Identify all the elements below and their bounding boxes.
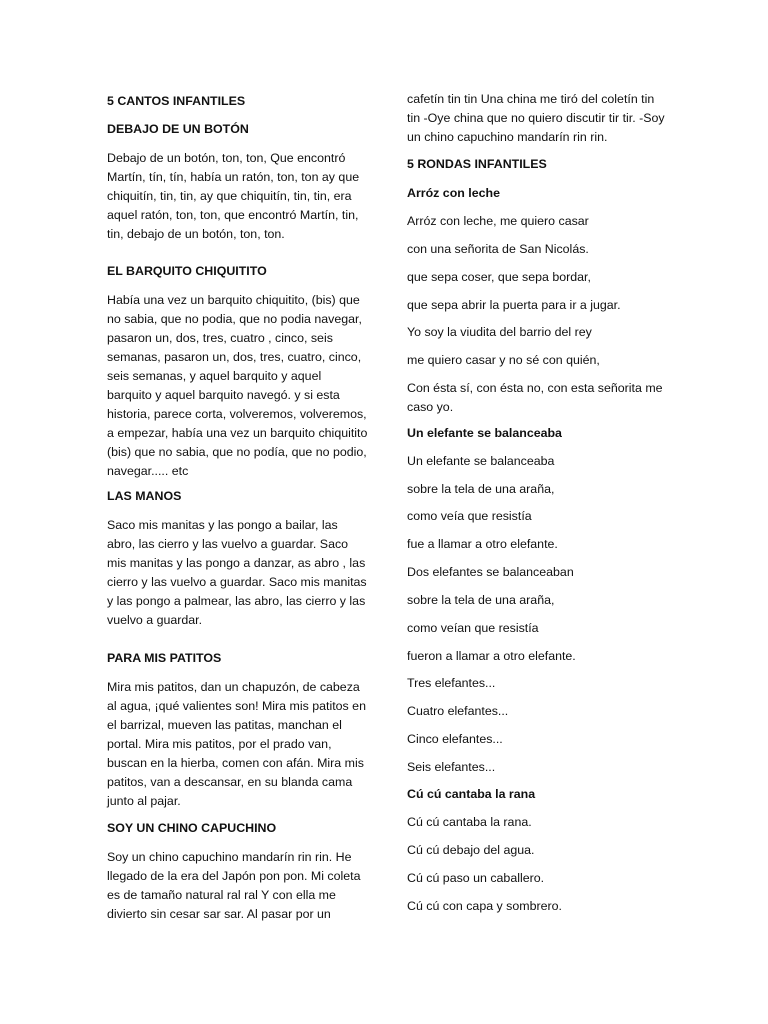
section-title-debajo-de-un-boton: DEBAJO DE UN BOTÓN: [107, 122, 249, 136]
section-title-el-barquito-chiquitito: EL BARQUITO CHIQUITITO: [107, 264, 267, 278]
verse-line: fueron a llamar a otro elefante.: [407, 649, 576, 663]
verse-line: Cú cú debajo del agua.: [407, 843, 535, 857]
section-body-para-mis-patitos: Mira mis patitos, dan un chapuzón, de cabeza al agua, ¡qué valientes son! Mira mis patitos en el barrizal, mueven las patitas, manchan el portal. Mira mis patitos, por el prado van, buscan en la hierba, comen con afán. Mira mis patitos, van a descansar, en su blanda cama junto al pajar.: [107, 680, 366, 808]
verse-line: Seis elefantes...: [407, 760, 496, 774]
section-body-soy-un-chino-capuchino: Soy un chino capuchino mandarín rin rin. He llegado de la era del Japón pon pon. Mi coleta es de tamaño natural ral ral Y con ella me divierto sin cesar sar sar. Al pasar por un: [107, 850, 361, 921]
verse-line: que sepa abrir la puerta para ir a jugar.: [407, 298, 621, 312]
verse-line: Con ésta sí, con ésta no, con esta señorita me caso yo.: [407, 381, 663, 414]
verse-line: Un elefante se balanceaba: [407, 454, 555, 468]
verse-line: Arróz con leche, me quiero casar: [407, 214, 589, 228]
verse-line: fue a llamar a otro elefante.: [407, 537, 558, 551]
verse-line: me quiero casar y no sé con quién,: [407, 353, 600, 367]
section-title-las-manos: LAS MANOS: [107, 489, 182, 503]
verse-line: sobre la tela de una araña,: [407, 593, 555, 607]
verse-line: como veía que resistía: [407, 509, 532, 523]
section-body-las-manos: Saco mis manitas y las pongo a bailar, las abro, las cierro y las vuelvo a guardar. Saco mis manitas y las pongo a danzar, as abro , las cierro y las vuelvo a guardar. Saco mis manitas y las pongo a palmear, las abro, las cierro y las vuelvo a guardar.: [107, 518, 367, 627]
verse-line: Cuatro elefantes...: [407, 704, 509, 718]
ronda-title-arroz-con-leche: Arróz con leche: [407, 186, 500, 200]
verse-line: Tres elefantes...: [407, 676, 496, 690]
document-title: 5 CANTOS INFANTILES: [107, 94, 246, 108]
rondas-title: 5 RONDAS INFANTILES: [407, 157, 547, 171]
verse-line: Dos elefantes se balanceaban: [407, 565, 574, 579]
verse-line: Cú cú con capa y sombrero.: [407, 899, 562, 913]
section-body-debajo-de-un-boton: Debajo de un botón, ton, ton, Que encontró Martín, tín, tín, había un ratón, ton, ton ay que chiquitín, tin, tin, ay que chiquitín, tin, tin, era aquel ratón, ton, ton, que encontró Martín, tin, tin, debajo de un botón, ton, ton.: [107, 151, 360, 241]
verse-line: sobre la tela de una araña,: [407, 482, 555, 496]
ronda-title-cu-cu: Cú cú cantaba la rana: [407, 787, 536, 801]
section-body-el-barquito-chiquitito: Había una vez un barquito chiquitito, (bis) que no sabia, que no podia, que no podia navegar, pasaron un, dos, tres, cuatro , cinco, seis semanas, pasaron un, dos, tres, cuatro, cinco, seis semanas, y aquel barquito y aquel barquito y aquel barquito navegó. y si esta historia, parece corta, volveremos, volveremos, a empezar, había una vez un barquito chiquitito (bis) que no sabia, que no podía, que no podio, navegar..... etc: [107, 293, 368, 478]
verse-line: que sepa coser, que sepa bordar,: [407, 270, 591, 284]
verse-line: Cinco elefantes...: [407, 732, 503, 746]
verse-line: como veían que resistía: [407, 621, 539, 635]
ronda-title-un-elefante: Un elefante se balanceaba: [407, 426, 562, 440]
section-title-soy-un-chino-capuchino: SOY UN CHINO CAPUCHINO: [107, 821, 277, 835]
verse-line: Yo soy la viudita del barrio del rey: [407, 325, 592, 339]
verse-line: Cú cú paso un caballero.: [407, 871, 545, 885]
continued-paragraph: cafetín tin tin Una china me tiró del coletín tin tin -Oye china que no quiero discutir tir tir. -Soy un chino capuchino mandarín rin rin.: [407, 92, 665, 144]
verse-line: con una señorita de San Nicolás.: [407, 242, 589, 256]
verse-line: Cú cú cantaba la rana.: [407, 815, 532, 829]
section-title-para-mis-patitos: PARA MIS PATITOS: [107, 651, 222, 665]
